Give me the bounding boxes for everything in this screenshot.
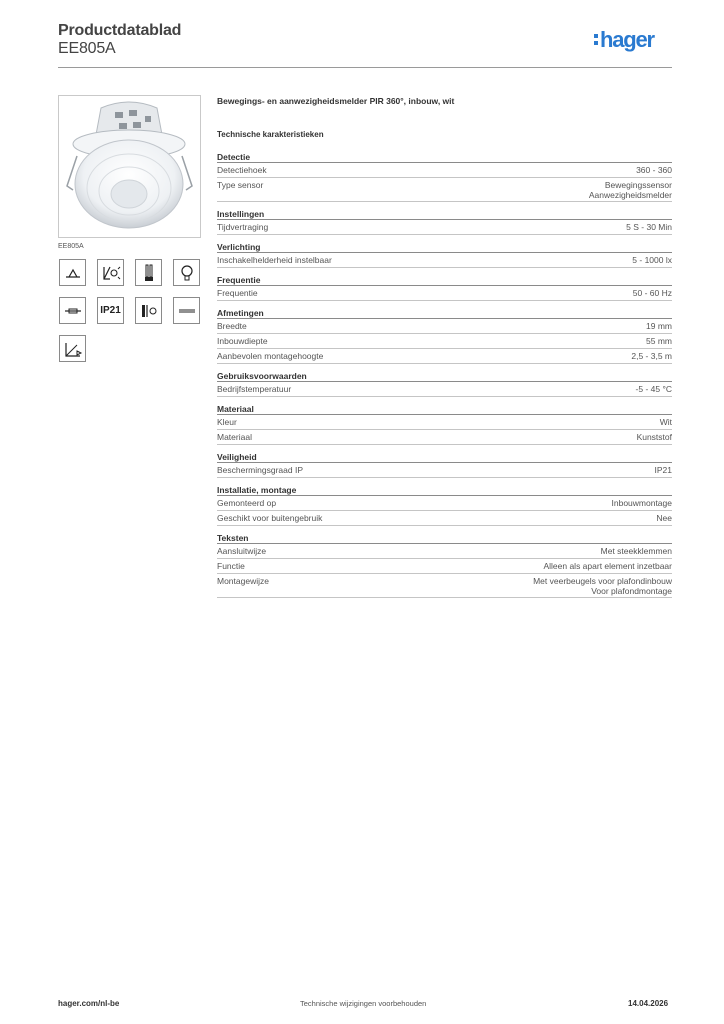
spec-value: [533, 576, 672, 596]
specification-table: [217, 96, 672, 605]
spec-row: [217, 496, 672, 511]
spec-value-line: Voor plafondmontage: [591, 586, 672, 596]
spec-value: [646, 321, 672, 332]
light-bulb-icon: [173, 259, 200, 286]
spec-value-line: -5 - 45 °C: [635, 384, 672, 394]
spec-value-line: Bewegingssensor: [604, 180, 672, 190]
motion-sensor-illustration: [59, 96, 200, 237]
spec-section: [217, 371, 672, 397]
spec-section: [217, 209, 672, 235]
spec-label: Aansluitwijze: [217, 546, 267, 556]
spec-value-line: 19 mm: [646, 321, 672, 331]
hager-logo[interactable]: [594, 27, 654, 53]
spec-value-line: Nee: [656, 513, 672, 523]
spec-section: [217, 275, 672, 301]
section-title: Materiaal: [217, 404, 672, 415]
spec-label: Materiaal: [217, 432, 252, 442]
spec-section: [217, 452, 672, 478]
spec-label: Montagewijze: [217, 576, 269, 586]
spec-value: [646, 336, 672, 347]
section-title: Teksten: [217, 533, 672, 544]
spec-label: Detectiehoek: [217, 165, 267, 175]
spec-value-line: 55 mm: [646, 336, 672, 346]
technical-characteristics-heading: Technische karakteristieken: [217, 130, 324, 139]
spec-label: Kleur: [217, 417, 237, 427]
section-title: Instellingen: [217, 209, 672, 220]
installation-angle-icon: [59, 335, 86, 362]
fluorescent-lamp-icon: [135, 259, 162, 286]
spec-value-line: IP21: [654, 465, 672, 475]
spec-value-line: 360 - 360: [636, 165, 672, 175]
spec-value-line: Inbouwmontage: [611, 498, 672, 508]
spec-sections: [217, 152, 672, 598]
header-divider: [58, 67, 672, 68]
product-description: Bewegings- en aanwezigheidsmelder PIR 360°, inbouw, wit: [217, 96, 455, 106]
spec-value: [633, 288, 672, 299]
footer-date: 14.04.2026: [628, 999, 669, 1008]
spec-value: [660, 417, 672, 428]
spec-label: Gemonteerd op: [217, 498, 277, 508]
section-title: Afmetingen: [217, 308, 672, 319]
spec-value: [612, 498, 673, 509]
section-title: Gebruiksvoorwaarden: [217, 371, 672, 382]
spec-row: [217, 334, 672, 349]
motion-detector-icon: [97, 259, 124, 286]
spec-value: [655, 465, 673, 476]
spec-row: [217, 415, 672, 430]
spec-label: Bedrijfstemperatuur: [217, 384, 292, 394]
spec-label: Tijdvertraging: [217, 222, 269, 232]
spec-value-line: Met veerbeugels voor plafondinbouw: [533, 576, 672, 586]
spec-value-line: 2,5 - 3,5 m: [631, 351, 672, 361]
document-title: Productdatablad: [58, 22, 182, 39]
logo-text: hager: [600, 27, 654, 52]
spec-value: [626, 222, 672, 233]
spec-value-line: Kunststof: [636, 432, 672, 442]
spec-label: Inbouwdiepte: [217, 336, 268, 346]
spec-value: [632, 255, 672, 266]
spec-row: [217, 544, 672, 559]
spec-value-line: Wit: [659, 417, 672, 427]
spec-label: Functie: [217, 561, 245, 571]
footer-disclaimer: Technische wijzigingen voorbehouden: [300, 999, 427, 1008]
spec-section: [217, 485, 672, 526]
spec-row: [217, 253, 672, 268]
spec-section: [217, 404, 672, 445]
ip-rating-badge: [97, 297, 124, 324]
spec-row: [217, 463, 672, 478]
spec-value: [636, 384, 672, 395]
spec-section: [217, 152, 672, 202]
spec-label: Aanbevolen montagehoogte: [217, 351, 324, 361]
spec-value: [589, 180, 672, 200]
wire-lead-icon: [59, 297, 86, 324]
section-title: Installatie, montage: [217, 485, 672, 496]
section-title: Veiligheid: [217, 452, 672, 463]
product-code: EE805A: [58, 40, 116, 57]
spec-label: Beschermingsgraad IP: [217, 465, 303, 475]
section-title: Verlichting: [217, 242, 672, 253]
spec-row: [217, 220, 672, 235]
spec-row: [217, 574, 672, 598]
spec-label: Breedte: [217, 321, 247, 331]
spec-row: [217, 430, 672, 445]
spec-value-line: Aanwezigheidsmelder: [588, 190, 672, 200]
spec-row: [217, 286, 672, 301]
spec-value-line: 5 S - 30 Min: [626, 222, 672, 232]
section-title: Detectie: [217, 152, 672, 163]
spec-value: [543, 561, 672, 572]
spec-row: [217, 559, 672, 574]
spec-row: [217, 511, 672, 526]
spec-value-line: 50 - 60 Hz: [632, 288, 672, 298]
spec-section: [217, 308, 672, 364]
spec-row: [217, 319, 672, 334]
footer-url[interactable]: hager.com/nl-be: [58, 999, 120, 1008]
image-caption: EE805A: [58, 243, 84, 250]
spec-label: Geschikt voor buitengebruik: [217, 513, 323, 523]
spec-label: Type sensor: [217, 180, 264, 190]
spec-section: [217, 533, 672, 598]
spec-value: [656, 513, 672, 524]
spec-section: [217, 242, 672, 268]
spec-row: [217, 163, 672, 178]
section-title: Frequentie: [217, 275, 672, 286]
spec-row: [217, 382, 672, 397]
spec-value: [637, 432, 672, 443]
spec-row: [217, 349, 672, 364]
ceiling-mount-icon: [59, 259, 86, 286]
spec-row: [217, 178, 672, 202]
spec-value: [631, 351, 672, 362]
spec-value-line: Alleen als apart element inzetbaar: [543, 561, 672, 571]
product-image: [58, 95, 201, 238]
ip-rating-text: IP21: [100, 305, 121, 316]
spec-value: [601, 546, 672, 557]
switch-contact-icon: [135, 297, 162, 324]
spec-value-line: 5 - 1000 lx: [632, 255, 672, 265]
cable-icon: [173, 297, 200, 324]
spec-label: Inschakelhelderheid instelbaar: [217, 255, 332, 265]
spec-value: [636, 165, 672, 176]
spec-label: Frequentie: [217, 288, 258, 298]
logo-dots-icon: [594, 33, 599, 48]
spec-value-line: Met steekklemmen: [600, 546, 672, 556]
